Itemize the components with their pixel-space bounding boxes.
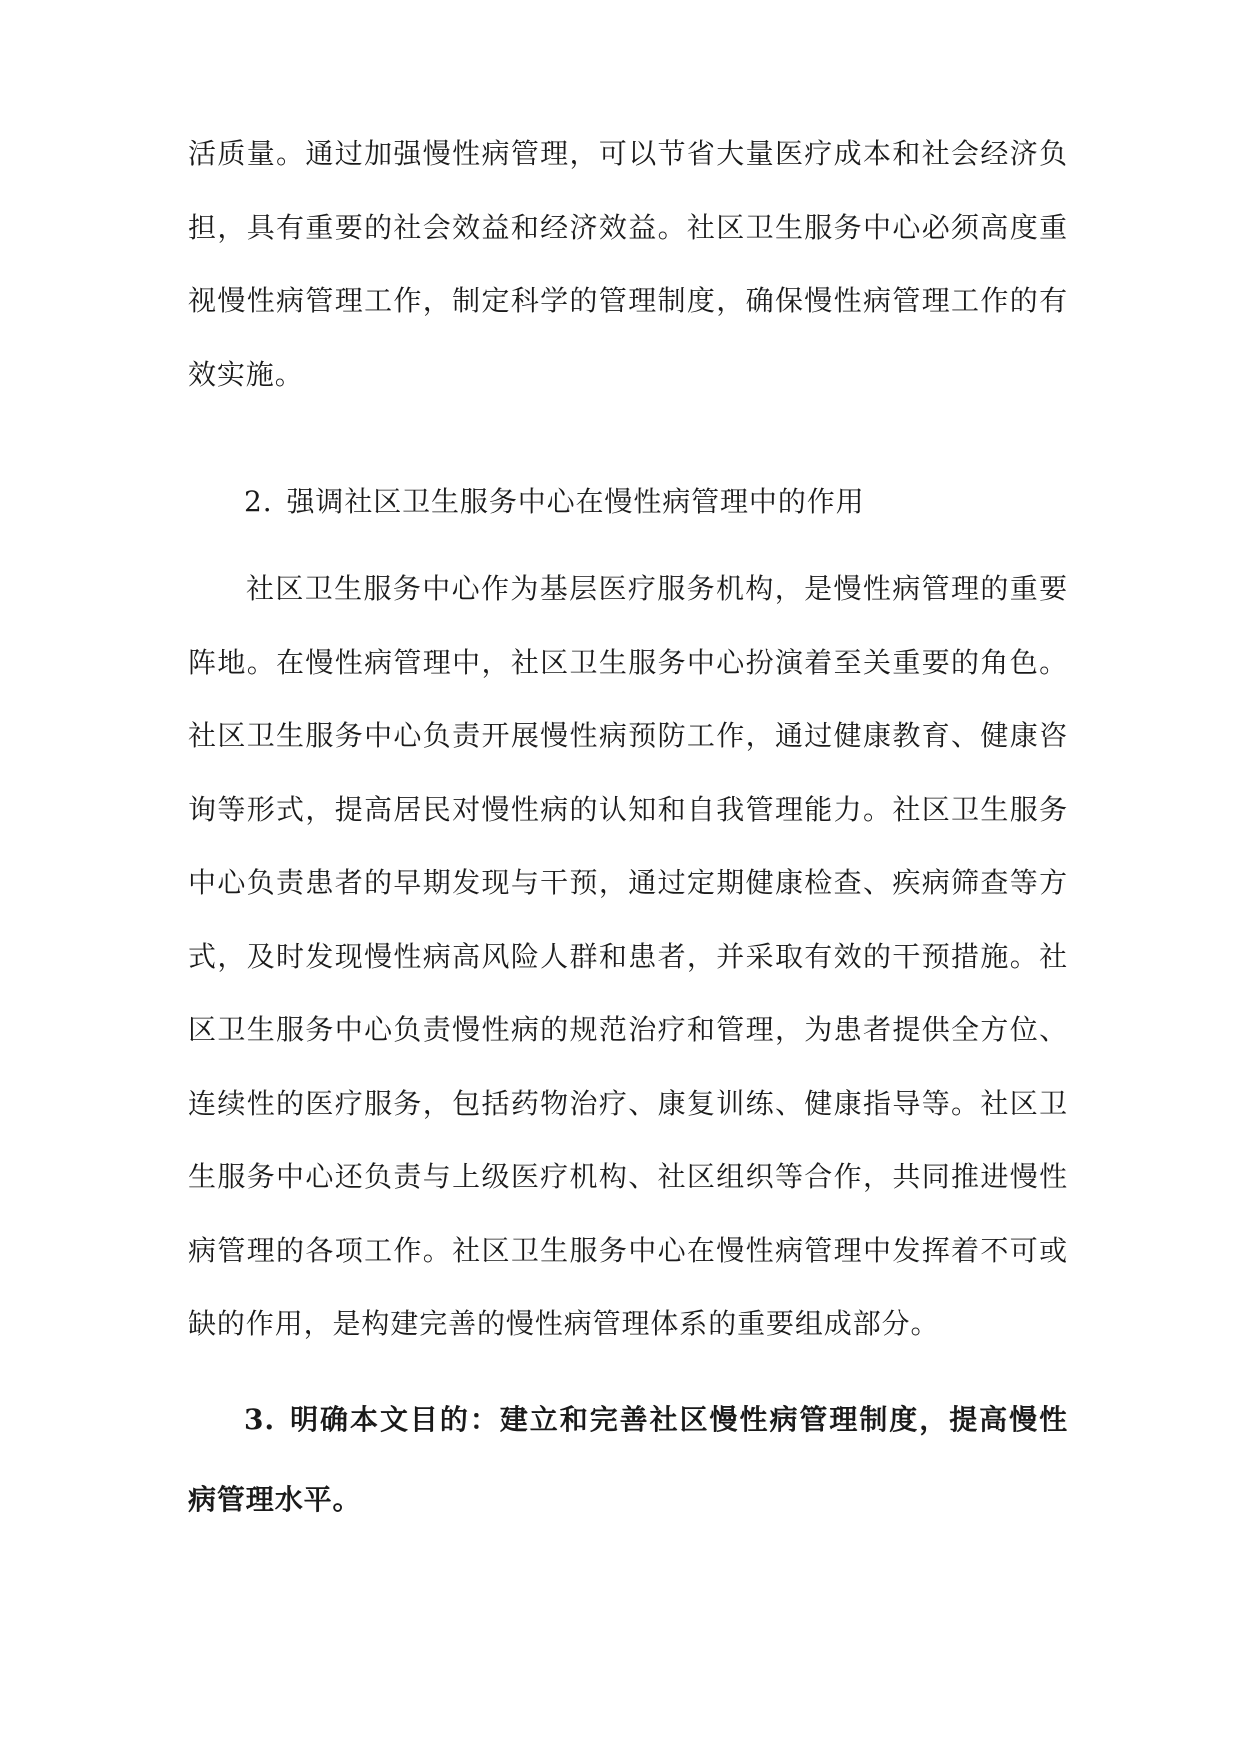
- section-2-title: 强调社区卫生服务中心在慢性病管理中的作用: [286, 485, 865, 518]
- section-2-heading: [188, 482, 1068, 522]
- section-3-heading: [188, 1380, 1068, 1540]
- section-3-number: 3.: [244, 1403, 276, 1436]
- section-2-body: 社区卫生服务中心作为基层医疗服务机构，是慢性病管理的重要阵地。在慢性病管理中，社区卫生服务中心扮演着至关重要的角色。社区卫生服务中心负责开展慢性病预防工作，通过健康教育、健康咨询等形式，提高居民对慢性病的认知和自我管理能力。社区卫生服务中心负责患者的早期发现与干预，通过定期健康检查、疾病筛查等方式，及时发现慢性病高风险人群和患者，并采取有效的干预措施。社区卫生服务中心负责慢性病的规范治疗和管理，为患者提供全方位、连续性的医疗服务，包括药物治疗、康复训练、健康指导等。社区卫生服务中心还负责与上级医疗机构、社区组织等合作，共同推进慢性病管理的各项工作。社区卫生服务中心在慢性病管理中发挥着不可或缺的作用，是构建完善的慢性病管理体系的重要组成部分。: [188, 572, 1068, 1340]
- section-2-number: 2.: [244, 485, 273, 518]
- paragraph-continuation: 活质量。通过加强慢性病管理，可以节省大量医疗成本和社会经济负担，具有重要的社会效益和经济效益。社区卫生服务中心必须高度重视慢性病管理工作，制定科学的管理制度，确保慢性病管理工作的有效实施。: [188, 137, 1068, 391]
- section-3-title: 明确本文目的：建立和完善社区慢性病管理制度，提高慢性病管理水平。: [188, 1403, 1068, 1516]
